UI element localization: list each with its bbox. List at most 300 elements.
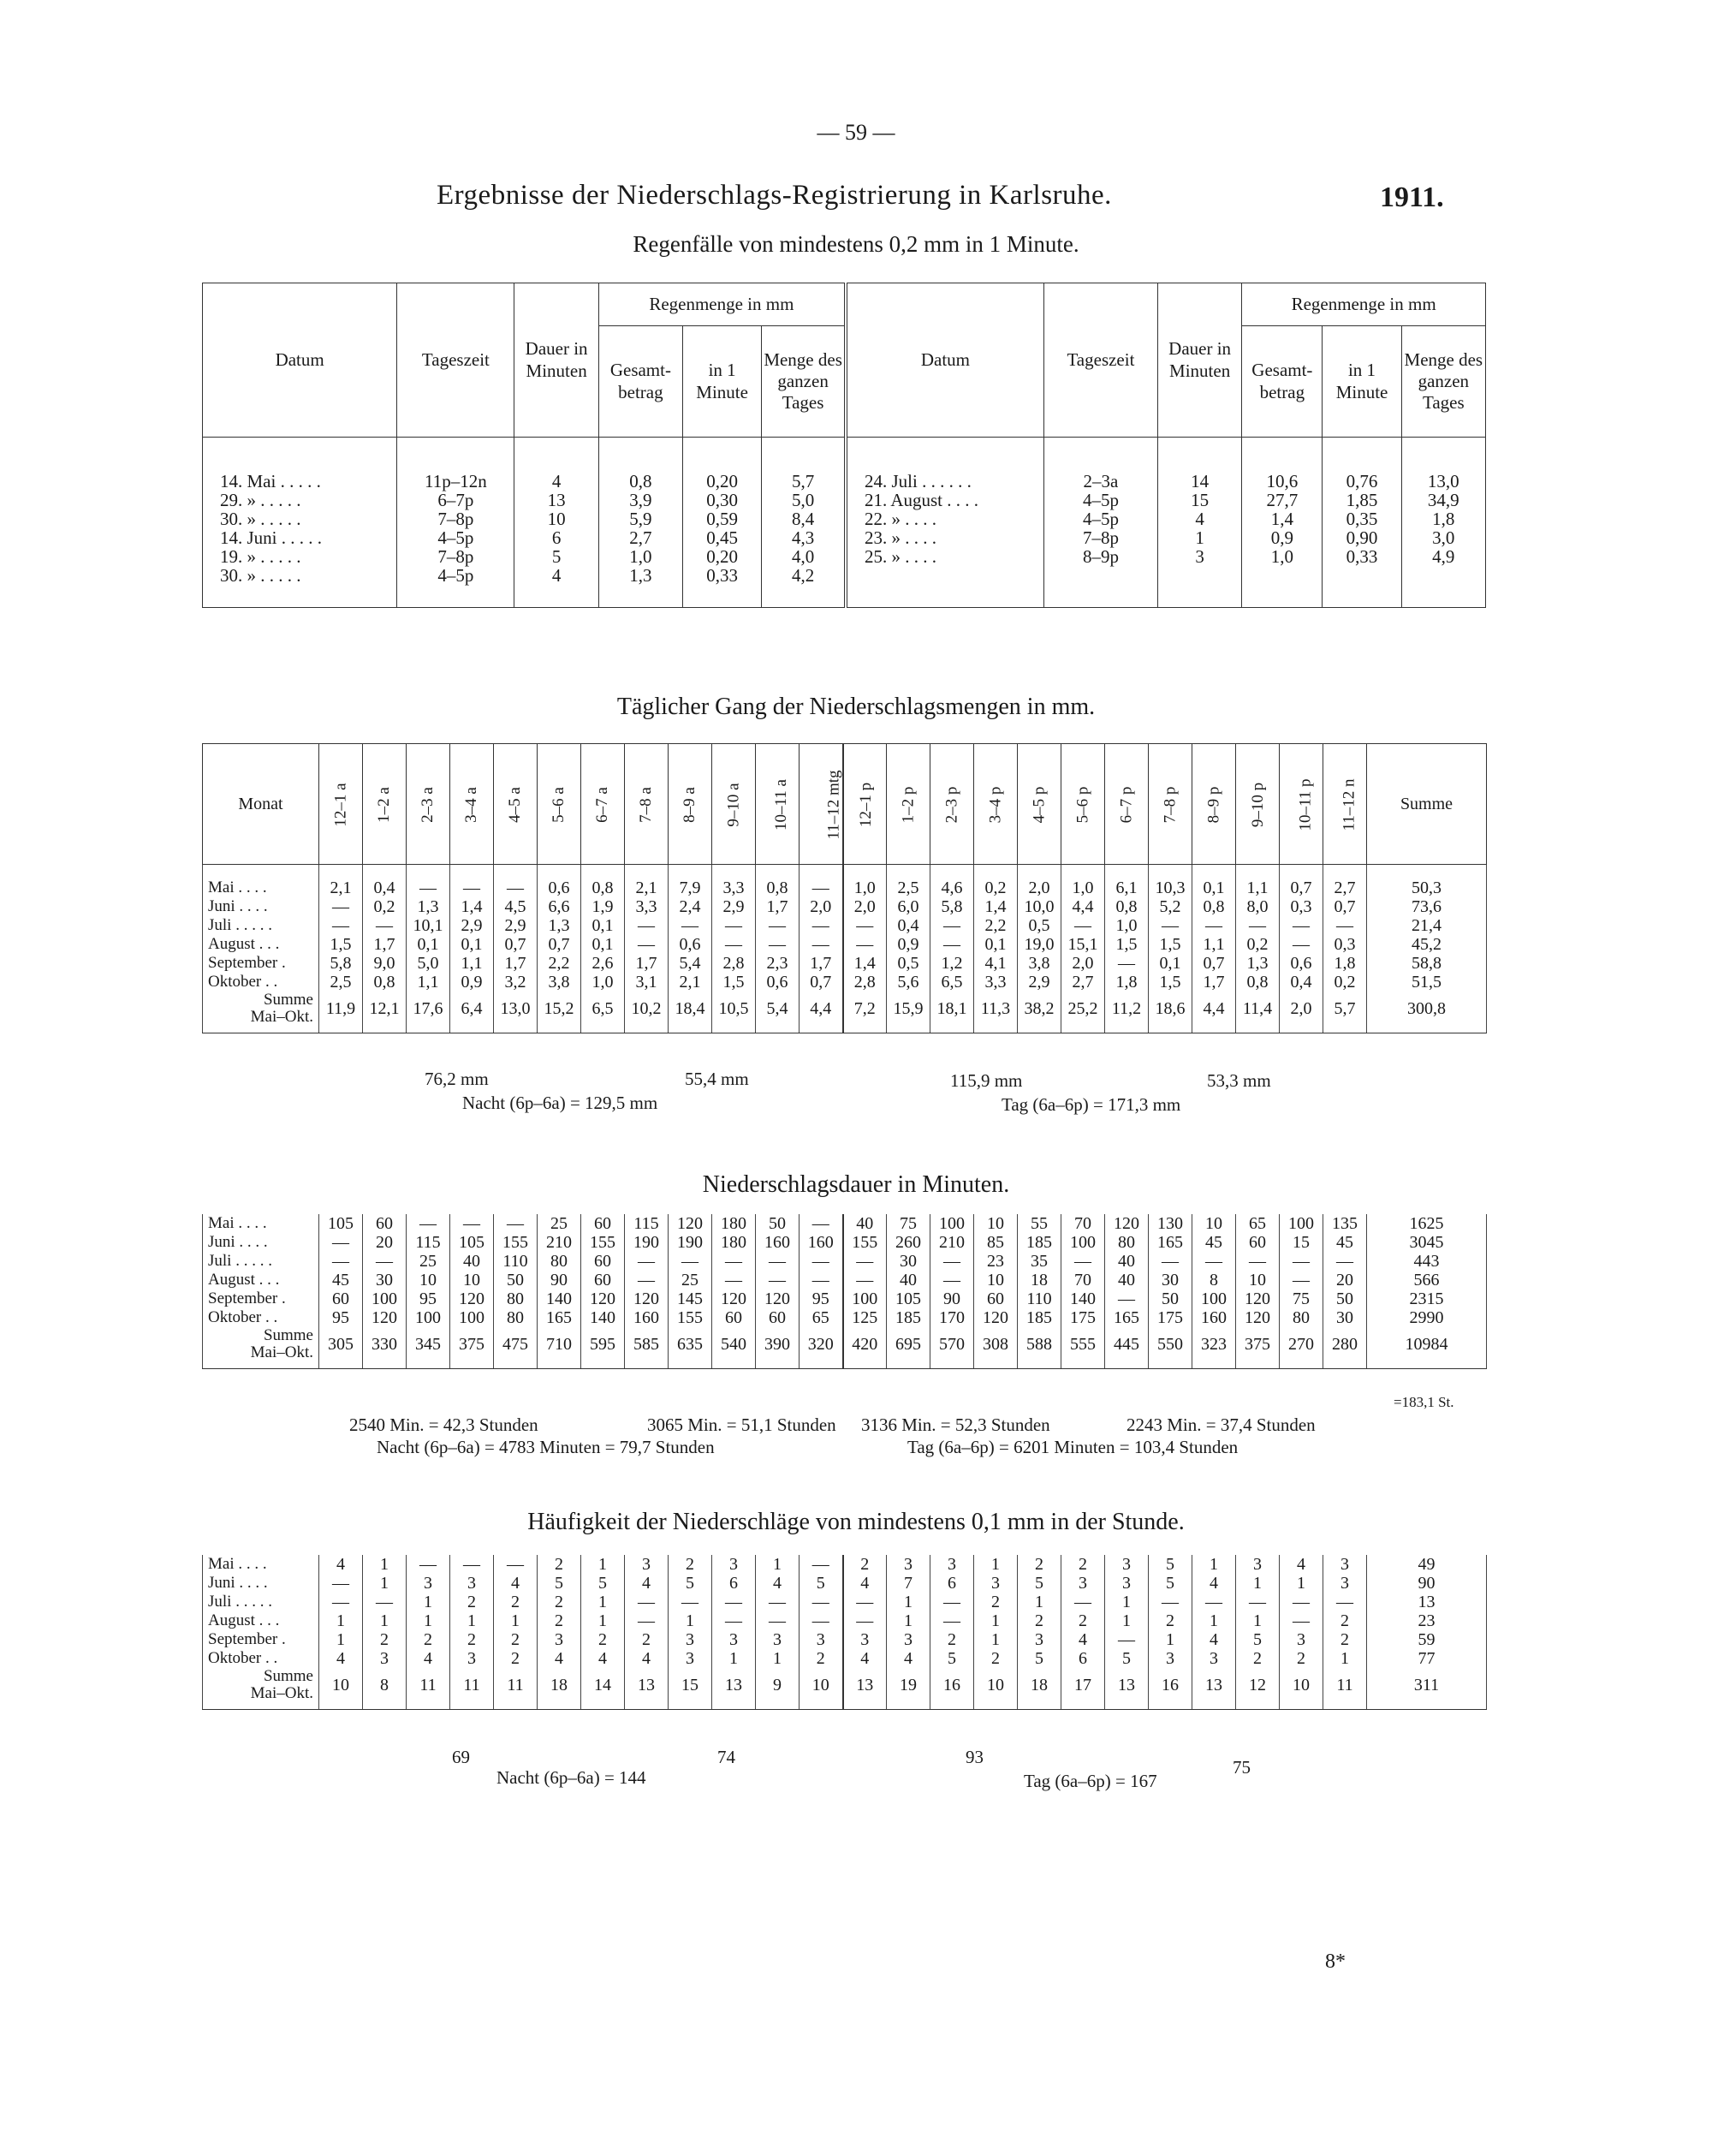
cell: —: [319, 1233, 363, 1252]
total-cell: 375: [1236, 1327, 1280, 1361]
cell: 2: [363, 1630, 407, 1649]
total-cell: 10,2: [625, 992, 669, 1026]
col-hour: [1323, 744, 1367, 865]
total-cell: 375: [450, 1327, 494, 1361]
s3-tag: Tag (6a–6p) = 6201 Minuten = 103,4 Stunden: [907, 1437, 1239, 1457]
total-row: [203, 1668, 1487, 1702]
daily-amount-table: [202, 743, 1487, 1033]
cell: 3,8: [1018, 954, 1061, 973]
cell: 0,6: [669, 935, 712, 954]
cell: 4,3: [762, 528, 846, 547]
cell: 1: [581, 1593, 625, 1611]
table-row: [203, 935, 1487, 954]
cell: —: [669, 916, 712, 935]
cell: 4: [1192, 1574, 1236, 1593]
cell: 0,9: [1242, 528, 1323, 547]
cell: 4: [494, 1574, 538, 1593]
month-label: Mai . . . .: [203, 1555, 319, 1574]
cell: 3: [407, 1574, 450, 1593]
cell: —: [319, 916, 363, 935]
total-cell: 588: [1018, 1327, 1061, 1361]
cell: 2,4: [669, 897, 712, 916]
cell: 3: [1149, 1649, 1192, 1668]
table-row: [203, 973, 1487, 992]
cell: 19,0: [1018, 935, 1061, 954]
cell: —: [843, 1271, 887, 1289]
cell: 2,3: [756, 954, 800, 973]
cell: 7–8p: [1043, 528, 1157, 547]
cell: 100: [1061, 1233, 1105, 1252]
cell: 0,30: [683, 491, 762, 509]
cell: 80: [538, 1252, 581, 1271]
cell: —: [756, 1271, 800, 1289]
hour-label: 4–5 p: [1030, 786, 1048, 823]
cell: 80: [1105, 1233, 1149, 1252]
cell: —: [1323, 916, 1367, 935]
cell: 3: [1236, 1555, 1280, 1574]
month-label: Juli . . . . .: [203, 1593, 319, 1611]
cell: 59: [1367, 1630, 1487, 1649]
cell: —: [930, 916, 974, 935]
cell: 6: [1061, 1649, 1105, 1668]
cell: 105: [450, 1233, 494, 1252]
cell: 15: [1157, 491, 1241, 509]
cell: 23. » . . . .: [846, 528, 1043, 547]
col-tageszeit: Tageszeit: [397, 283, 514, 438]
cell: 4: [538, 1649, 581, 1668]
cell: 50,3: [1367, 878, 1487, 897]
cell: 0,4: [363, 878, 407, 897]
cell: 3: [1323, 1574, 1367, 1593]
cell: —: [756, 916, 800, 935]
cell: —: [800, 935, 843, 954]
s3-group-2: 3065 Min. = 51,1 Stunden: [647, 1415, 836, 1435]
cell: 0,59: [683, 509, 762, 528]
cell: 49: [1367, 1555, 1487, 1574]
cell: 0,1: [1149, 954, 1192, 973]
cell: —: [1192, 916, 1236, 935]
cell: 3045: [1367, 1233, 1487, 1252]
cell: 7: [887, 1574, 930, 1593]
cell: 10,6: [1242, 472, 1323, 491]
cell: 0,6: [538, 878, 581, 897]
cell: 0,2: [974, 878, 1018, 897]
cell: 22. » . . . .: [846, 509, 1043, 528]
cell: 70: [1061, 1271, 1105, 1289]
cell: —: [930, 1252, 974, 1271]
cell: 4–5p: [1043, 509, 1157, 528]
total-cell: 18,6: [1149, 992, 1192, 1026]
cell: 4: [1280, 1555, 1323, 1574]
cell: 135: [1323, 1214, 1367, 1233]
cell: —: [319, 1252, 363, 1271]
cell: 51,5: [1367, 973, 1487, 992]
cell: 2,7: [598, 528, 682, 547]
cell: 3,3: [712, 878, 756, 897]
cell: 165: [538, 1308, 581, 1327]
rainfall-events-table: [202, 283, 1486, 608]
cell: 2: [407, 1630, 450, 1649]
s2-group-4: 53,3 mm: [1207, 1070, 1271, 1091]
s3-group-4: 2243 Min. = 37,4 Stunden: [1126, 1415, 1316, 1435]
cell: 3: [930, 1555, 974, 1574]
cell: 3: [712, 1555, 756, 1574]
s3-group-3: 3136 Min. = 52,3 Stunden: [861, 1415, 1050, 1435]
table-row: [203, 878, 1487, 897]
cell: 2,9: [1018, 973, 1061, 992]
cell: 60: [974, 1289, 1018, 1308]
cell: 1,3: [538, 916, 581, 935]
table-row: [203, 509, 1486, 528]
cell: 10,1: [407, 916, 450, 935]
cell: 6,6: [538, 897, 581, 916]
cell: 0,90: [1323, 528, 1401, 547]
cell: —: [756, 935, 800, 954]
cell: 1: [712, 1649, 756, 1668]
cell: 120: [363, 1308, 407, 1327]
cell: 60: [581, 1214, 625, 1233]
cell: 10: [1192, 1214, 1236, 1233]
cell: 2: [538, 1611, 581, 1630]
table-row: [203, 1271, 1487, 1289]
cell: —: [1061, 916, 1105, 935]
cell: 21. August . . . .: [846, 491, 1043, 509]
cell: 1,3: [598, 566, 682, 585]
cell: 185: [1018, 1233, 1061, 1252]
total-cell: 10: [319, 1668, 363, 1702]
cell: 3,0: [1401, 528, 1485, 547]
cell: 4,4: [1061, 897, 1105, 916]
cell: 2: [1280, 1649, 1323, 1668]
cell: 21,4: [1367, 916, 1487, 935]
cell: 1,1: [450, 954, 494, 973]
page-title: Ergebnisse der Niederschlags-Registrierung in Karlsruhe.: [437, 180, 1112, 211]
cell: —: [800, 1214, 843, 1233]
section4-title: Häufigkeit der Niederschläge von mindestens 0,1 mm in der Stunde.: [527, 1509, 1185, 1535]
cell: 34,9: [1401, 491, 1485, 509]
cell: [1043, 566, 1157, 585]
cell: 65: [800, 1308, 843, 1327]
cell: 8: [1192, 1271, 1236, 1289]
cell: —: [756, 1611, 800, 1630]
table-row: [203, 1252, 1487, 1271]
col-datum-right: Datum: [846, 283, 1043, 438]
cell: 13,0: [1401, 472, 1485, 491]
col-menge: Menge des ganzen Tages: [762, 326, 846, 438]
cell: 25: [407, 1252, 450, 1271]
table-row: [203, 491, 1486, 509]
total-cell: 16: [930, 1668, 974, 1702]
col-hour: [625, 744, 669, 865]
cell: 2,8: [712, 954, 756, 973]
cell: 4: [843, 1649, 887, 1668]
cell: —: [363, 1593, 407, 1611]
cell: 0,1: [407, 935, 450, 954]
cell: 2990: [1367, 1308, 1487, 1327]
cell: 11p–12n: [397, 472, 514, 491]
total-label: [203, 992, 319, 1026]
cell: 170: [930, 1308, 974, 1327]
col-hour: [843, 744, 887, 865]
cell: 10: [450, 1271, 494, 1289]
cell: 0,1: [450, 935, 494, 954]
hour-label: 8–9 a: [681, 786, 698, 823]
cell: 1,0: [843, 878, 887, 897]
col-hour: [756, 744, 800, 865]
cell: 2,8: [843, 973, 887, 992]
cell: 70: [1061, 1214, 1105, 1233]
cell: 1625: [1367, 1214, 1487, 1233]
cell: —: [843, 1611, 887, 1630]
cell: 2: [1149, 1611, 1192, 1630]
cell: 60: [363, 1214, 407, 1233]
cell: 1,8: [1105, 973, 1149, 992]
cell: 120: [581, 1289, 625, 1308]
col-dauer: Dauer in Minuten: [514, 283, 598, 438]
cell: —: [1061, 1252, 1105, 1271]
month-label: Oktober . .: [203, 1308, 319, 1327]
total-cell: 710: [538, 1327, 581, 1361]
month-label: Juni . . . .: [203, 1233, 319, 1252]
col-hour: [887, 744, 930, 865]
cell: —: [930, 1593, 974, 1611]
cell: 1: [581, 1611, 625, 1630]
total-cell: 11: [494, 1668, 538, 1702]
hour-label: 6–7 a: [593, 786, 611, 823]
cell: 1,3: [407, 897, 450, 916]
col-hour: [407, 744, 450, 865]
cell: 3: [1157, 547, 1241, 566]
cell: 23: [1367, 1611, 1487, 1630]
cell: 165: [1149, 1233, 1192, 1252]
cell: —: [407, 878, 450, 897]
cell: 1,0: [598, 547, 682, 566]
cell: —: [1236, 916, 1280, 935]
cell: —: [843, 1252, 887, 1271]
cell: 2: [538, 1593, 581, 1611]
cell: 0,2: [1236, 935, 1280, 954]
cell: 2: [1061, 1555, 1105, 1574]
cell: 1: [1149, 1630, 1192, 1649]
cell: 0,3: [1323, 935, 1367, 954]
cell: 60: [581, 1271, 625, 1289]
cell: 85: [974, 1233, 1018, 1252]
cell: —: [1323, 1593, 1367, 1611]
cell: 14: [1157, 472, 1241, 491]
cell: 2: [930, 1630, 974, 1649]
cell: 1,4: [1242, 509, 1323, 528]
cell: —: [1280, 1252, 1323, 1271]
cell: 40: [1105, 1271, 1149, 1289]
total-cell: 11: [450, 1668, 494, 1702]
cell: 1,7: [756, 897, 800, 916]
total-cell: 6,4: [450, 992, 494, 1026]
cell: 4: [1192, 1630, 1236, 1649]
cell: 3: [843, 1630, 887, 1649]
cell: 1: [363, 1611, 407, 1630]
cell: 2,9: [450, 916, 494, 935]
cell: 40: [1105, 1252, 1149, 1271]
cell: 140: [581, 1308, 625, 1327]
cell: 0,76: [1323, 472, 1401, 491]
cell: 0,20: [683, 472, 762, 491]
cell: —: [800, 878, 843, 897]
cell: 3: [887, 1630, 930, 1649]
total-cell: 10: [800, 1668, 843, 1702]
cell: 0,1: [581, 916, 625, 935]
cell: —: [843, 916, 887, 935]
total-cell: 390: [756, 1327, 800, 1361]
hour-label: 10–11 p: [1296, 777, 1315, 831]
cell: —: [712, 1593, 756, 1611]
total-cell: 308: [974, 1327, 1018, 1361]
cell: 3: [800, 1630, 843, 1649]
cell: 4: [1061, 1630, 1105, 1649]
cell: 3: [1192, 1649, 1236, 1668]
cell: 5: [1149, 1555, 1192, 1574]
cell: 3: [1323, 1555, 1367, 1574]
hour-label: 7–8 p: [1161, 786, 1179, 823]
month-label: Juli . . . . .: [203, 916, 319, 935]
cell: —: [756, 1593, 800, 1611]
total-cell: 320: [800, 1327, 843, 1361]
month-label: September .: [203, 1630, 319, 1649]
cell: [846, 566, 1043, 585]
s2-tag: Tag (6a–6p) = 171,3 mm: [1002, 1094, 1181, 1115]
cell: —: [1105, 1289, 1149, 1308]
cell: 5: [1236, 1630, 1280, 1649]
cell: 8–9p: [1043, 547, 1157, 566]
cell: —: [450, 878, 494, 897]
cell: 3: [669, 1630, 712, 1649]
col-hour: [712, 744, 756, 865]
cell: —: [800, 1252, 843, 1271]
cell: 0,8: [581, 878, 625, 897]
cell: 80: [494, 1289, 538, 1308]
total-cell: 14: [581, 1668, 625, 1702]
cell: 6,0: [887, 897, 930, 916]
total-cell: 11,9: [319, 992, 363, 1026]
cell: 7,9: [669, 878, 712, 897]
cell: —: [450, 1214, 494, 1233]
cell: —: [625, 1611, 669, 1630]
cell: —: [319, 1574, 363, 1593]
cell: 30: [363, 1271, 407, 1289]
cell: 4: [407, 1649, 450, 1668]
total-cell: 9: [756, 1668, 800, 1702]
cell: 10: [407, 1271, 450, 1289]
total-cell: 18: [538, 1668, 581, 1702]
cell: 45,2: [1367, 935, 1487, 954]
total-cell: 475: [494, 1327, 538, 1361]
cell: 1: [974, 1611, 1018, 1630]
cell: 50: [1323, 1289, 1367, 1308]
cell: 13: [1367, 1593, 1487, 1611]
total-cell: 330: [363, 1327, 407, 1361]
cell: —: [1105, 954, 1149, 973]
cell: —: [450, 1555, 494, 1574]
cell: 3,9: [598, 491, 682, 509]
table-row: [203, 1233, 1487, 1252]
total-cell: 420: [843, 1327, 887, 1361]
cell: 155: [581, 1233, 625, 1252]
cell: 1,0: [1061, 878, 1105, 897]
cell: —: [625, 1252, 669, 1271]
cell: 125: [843, 1308, 887, 1327]
cell: 1,7: [800, 954, 843, 973]
cell: 6,5: [930, 973, 974, 992]
s4-group-1: 69: [452, 1747, 470, 1767]
cell: —: [1149, 1593, 1192, 1611]
cell: 5: [581, 1574, 625, 1593]
total-cell: 540: [712, 1327, 756, 1361]
cell: 2315: [1367, 1289, 1487, 1308]
total-cell: 16: [1149, 1668, 1192, 1702]
total-cell: 38,2: [1018, 992, 1061, 1026]
month-label: Juni . . . .: [203, 897, 319, 916]
col-hour: [1192, 744, 1236, 865]
cell: 1: [581, 1555, 625, 1574]
cell: 0,5: [887, 954, 930, 973]
cell: 9,0: [363, 954, 407, 973]
total-cell: 13: [843, 1668, 887, 1702]
cell: 2: [1323, 1630, 1367, 1649]
cell: 0,33: [1323, 547, 1401, 566]
cell: 80: [494, 1308, 538, 1327]
cell: 2,7: [1323, 878, 1367, 897]
cell: 1: [363, 1574, 407, 1593]
cell: 185: [887, 1308, 930, 1327]
cell: 1: [407, 1593, 450, 1611]
cell: 1: [1018, 1593, 1061, 1611]
cell: 29. » . . . . .: [203, 491, 397, 509]
cell: 10: [974, 1214, 1018, 1233]
cell: 0,33: [683, 566, 762, 585]
col-hour: [1061, 744, 1105, 865]
total-cell: 13: [1192, 1668, 1236, 1702]
cell: 160: [1192, 1308, 1236, 1327]
cell: 175: [1149, 1308, 1192, 1327]
cell: 4,2: [762, 566, 846, 585]
table-row: [203, 897, 1487, 916]
total-cell: 10984: [1367, 1327, 1487, 1361]
cell: 40: [450, 1252, 494, 1271]
cell: 4,1: [974, 954, 1018, 973]
cell: 2: [843, 1555, 887, 1574]
cell: 4: [843, 1574, 887, 1593]
cell: 90: [1367, 1574, 1487, 1593]
cell: 2: [669, 1555, 712, 1574]
col-summe: Summe: [1367, 744, 1487, 865]
total-cell: 17: [1061, 1668, 1105, 1702]
col-hour: [1236, 744, 1280, 865]
col-hour: [669, 744, 712, 865]
hour-label: 5–6 a: [550, 786, 568, 823]
cell: —: [1061, 1593, 1105, 1611]
cell: 3: [1105, 1574, 1149, 1593]
hour-label: 2–3 p: [942, 786, 960, 823]
col-in-minute: in 1 Minute: [683, 326, 762, 438]
total-cell: 2,0: [1280, 992, 1323, 1026]
month-label: Juni . . . .: [203, 1574, 319, 1593]
cell: —: [843, 1593, 887, 1611]
total-row: [203, 1327, 1487, 1361]
cell: 2,2: [538, 954, 581, 973]
cell: 15: [1280, 1233, 1323, 1252]
col-gesamt-right: Gesamt-betrag: [1242, 326, 1323, 438]
cell: 4: [319, 1649, 363, 1668]
cell: 1,1: [1236, 878, 1280, 897]
